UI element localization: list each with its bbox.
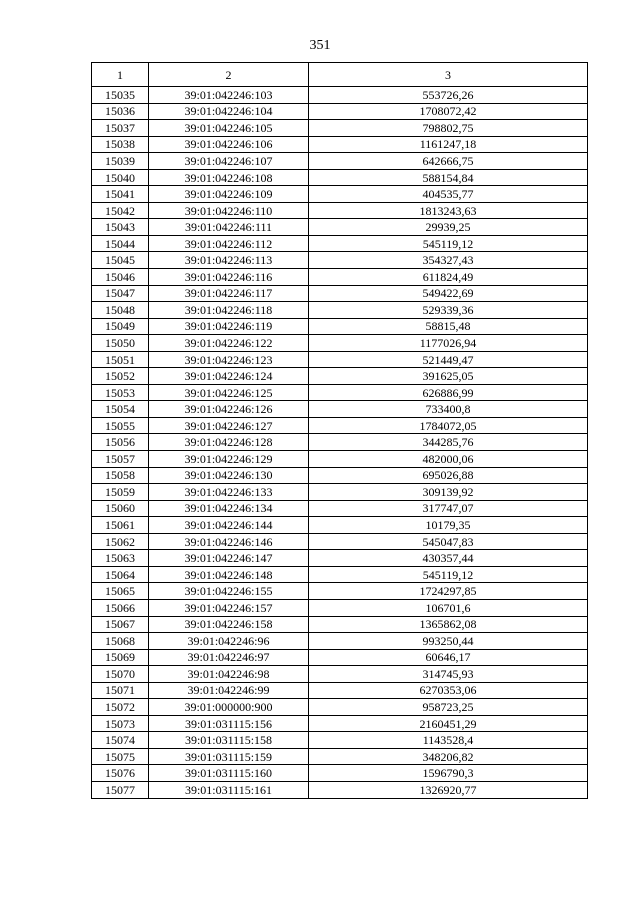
table-row [92, 120, 588, 137]
value-cell: 60646,17 [309, 649, 588, 666]
table-row [92, 235, 588, 252]
table-row [92, 186, 588, 203]
cadastral-number-cell: 39:01:042246:107 [149, 153, 309, 170]
value-cell: 545047,83 [309, 533, 588, 550]
row-number-cell: 15040 [92, 169, 149, 186]
row-number-cell: 15061 [92, 517, 149, 534]
value-cell: 344285,76 [309, 434, 588, 451]
cadastral-number-cell: 39:01:031115:159 [149, 748, 309, 765]
value-cell: 482000,06 [309, 451, 588, 468]
row-number-cell: 15037 [92, 120, 149, 137]
cadastral-number-cell: 39:01:042246:157 [149, 599, 309, 616]
cadastral-number-cell: 39:01:042246:146 [149, 533, 309, 550]
row-number-cell: 15047 [92, 285, 149, 302]
value-cell: 1724297,85 [309, 583, 588, 600]
row-number-cell: 15075 [92, 748, 149, 765]
row-number-cell: 15049 [92, 318, 149, 335]
row-number-cell: 15039 [92, 153, 149, 170]
table-row [92, 599, 588, 616]
value-cell: 1596790,3 [309, 765, 588, 782]
row-number-cell: 15044 [92, 235, 149, 252]
column-header-3: 3 [309, 63, 588, 87]
cadastral-number-cell: 39:01:042246:103 [149, 87, 309, 104]
table-row [92, 103, 588, 120]
table-row [92, 781, 588, 798]
table-row [92, 732, 588, 749]
value-cell: 1365862,08 [309, 616, 588, 633]
cadastral-number-cell: 39:01:042246:134 [149, 500, 309, 517]
cadastral-number-cell: 39:01:042246:129 [149, 451, 309, 468]
cadastral-number-cell: 39:01:042246:116 [149, 269, 309, 286]
value-cell: 1813243,63 [309, 202, 588, 219]
data-table [91, 62, 588, 799]
row-number-cell: 15071 [92, 682, 149, 699]
table-row [92, 550, 588, 567]
row-number-cell: 15042 [92, 202, 149, 219]
cadastral-number-cell: 39:01:042246:119 [149, 318, 309, 335]
cadastral-number-cell: 39:01:042246:110 [149, 202, 309, 219]
value-cell: 1326920,77 [309, 781, 588, 798]
table-row [92, 417, 588, 434]
row-number-cell: 15066 [92, 599, 149, 616]
cadastral-number-cell: 39:01:042246:126 [149, 401, 309, 418]
value-cell: 588154,84 [309, 169, 588, 186]
table-row [92, 401, 588, 418]
value-cell: 798802,75 [309, 120, 588, 137]
value-cell: 529339,36 [309, 302, 588, 319]
cadastral-number-cell: 39:01:042246:108 [149, 169, 309, 186]
value-cell: 549422,69 [309, 285, 588, 302]
table-row [92, 533, 588, 550]
value-cell: 553726,26 [309, 87, 588, 104]
cadastral-number-cell: 39:01:042246:125 [149, 384, 309, 401]
row-number-cell: 15046 [92, 269, 149, 286]
table-row [92, 765, 588, 782]
table-body [92, 63, 588, 799]
row-number-cell: 15077 [92, 781, 149, 798]
row-number-cell: 15059 [92, 484, 149, 501]
row-number-cell: 15041 [92, 186, 149, 203]
table-row [92, 269, 588, 286]
cadastral-number-cell: 39:01:042246:155 [149, 583, 309, 600]
row-number-cell: 15055 [92, 417, 149, 434]
row-number-cell: 15057 [92, 451, 149, 468]
page-number: 351 [309, 38, 331, 53]
cadastral-number-cell: 39:01:042246:124 [149, 368, 309, 385]
cadastral-number-cell: 39:01:042246:148 [149, 566, 309, 583]
row-number-cell: 15064 [92, 566, 149, 583]
value-cell: 1161247,18 [309, 136, 588, 153]
table-row [92, 318, 588, 335]
value-cell: 314745,93 [309, 666, 588, 683]
value-cell: 1177026,94 [309, 335, 588, 352]
row-number-cell: 15048 [92, 302, 149, 319]
row-number-cell: 15063 [92, 550, 149, 567]
value-cell: 733400,8 [309, 401, 588, 418]
table-row [92, 384, 588, 401]
cadastral-number-cell: 39:01:042246:113 [149, 252, 309, 269]
row-number-cell: 15076 [92, 765, 149, 782]
table-row [92, 252, 588, 269]
row-number-cell: 15068 [92, 633, 149, 650]
cadastral-number-cell: 39:01:042246:123 [149, 351, 309, 368]
table-row [92, 715, 588, 732]
table-row [92, 484, 588, 501]
cadastral-number-cell: 39:01:031115:160 [149, 765, 309, 782]
cadastral-number-cell: 39:01:042246:117 [149, 285, 309, 302]
cadastral-number-cell: 39:01:031115:161 [149, 781, 309, 798]
cadastral-number-cell: 39:01:042246:127 [149, 417, 309, 434]
value-cell: 354327,43 [309, 252, 588, 269]
table-row [92, 153, 588, 170]
cadastral-number-cell: 39:01:042246:99 [149, 682, 309, 699]
cadastral-number-cell: 39:01:042246:96 [149, 633, 309, 650]
row-number-cell: 15035 [92, 87, 149, 104]
table-row [92, 649, 588, 666]
row-number-cell: 15067 [92, 616, 149, 633]
value-cell: 404535,77 [309, 186, 588, 203]
cadastral-number-cell: 39:01:042246:112 [149, 235, 309, 252]
value-cell: 611824,49 [309, 269, 588, 286]
table-row [92, 302, 588, 319]
row-number-cell: 15054 [92, 401, 149, 418]
value-cell: 1784072,05 [309, 417, 588, 434]
value-cell: 106701,6 [309, 599, 588, 616]
table-row [92, 285, 588, 302]
table-row [92, 633, 588, 650]
cadastral-number-cell: 39:01:000000:900 [149, 699, 309, 716]
cadastral-number-cell: 39:01:042246:111 [149, 219, 309, 236]
column-header-2: 2 [149, 63, 309, 87]
cadastral-number-cell: 39:01:042246:98 [149, 666, 309, 683]
value-cell: 348206,82 [309, 748, 588, 765]
value-cell: 2160451,29 [309, 715, 588, 732]
row-number-cell: 15045 [92, 252, 149, 269]
table-row [92, 616, 588, 633]
table-row [92, 666, 588, 683]
table-row [92, 500, 588, 517]
value-cell: 626886,99 [309, 384, 588, 401]
cadastral-number-cell: 39:01:042246:109 [149, 186, 309, 203]
value-cell: 6270353,06 [309, 682, 588, 699]
row-number-cell: 15072 [92, 699, 149, 716]
cadastral-number-cell: 39:01:042246:104 [149, 103, 309, 120]
row-number-cell: 15069 [92, 649, 149, 666]
value-cell: 10179,35 [309, 517, 588, 534]
cadastral-number-cell: 39:01:042246:144 [149, 517, 309, 534]
table-row [92, 566, 588, 583]
row-number-cell: 15051 [92, 351, 149, 368]
table-header-row [92, 63, 588, 87]
row-number-cell: 15074 [92, 732, 149, 749]
table-row [92, 699, 588, 716]
cadastral-number-cell: 39:01:042246:158 [149, 616, 309, 633]
value-cell: 317747,07 [309, 500, 588, 517]
row-number-cell: 15060 [92, 500, 149, 517]
row-number-cell: 15043 [92, 219, 149, 236]
column-header-1: 1 [92, 63, 149, 87]
table-row [92, 202, 588, 219]
cadastral-number-cell: 39:01:042246:130 [149, 467, 309, 484]
cadastral-number-cell: 39:01:042246:105 [149, 120, 309, 137]
table-row [92, 467, 588, 484]
cadastral-number-cell: 39:01:042246:128 [149, 434, 309, 451]
value-cell: 993250,44 [309, 633, 588, 650]
cadastral-number-cell: 39:01:042246:147 [149, 550, 309, 567]
row-number-cell: 15065 [92, 583, 149, 600]
cadastral-number-cell: 39:01:042246:118 [149, 302, 309, 319]
table-row [92, 219, 588, 236]
table-row [92, 335, 588, 352]
cadastral-number-cell: 39:01:042246:122 [149, 335, 309, 352]
value-cell: 29939,25 [309, 219, 588, 236]
value-cell: 642666,75 [309, 153, 588, 170]
value-cell: 545119,12 [309, 566, 588, 583]
row-number-cell: 15052 [92, 368, 149, 385]
table-row [92, 351, 588, 368]
cadastral-number-cell: 39:01:031115:156 [149, 715, 309, 732]
row-number-cell: 15073 [92, 715, 149, 732]
row-number-cell: 15062 [92, 533, 149, 550]
row-number-cell: 15070 [92, 666, 149, 683]
cadastral-number-cell: 39:01:042246:97 [149, 649, 309, 666]
row-number-cell: 15056 [92, 434, 149, 451]
table-row [92, 136, 588, 153]
row-number-cell: 15036 [92, 103, 149, 120]
value-cell: 309139,92 [309, 484, 588, 501]
value-cell: 58815,48 [309, 318, 588, 335]
table-row [92, 748, 588, 765]
table-row [92, 434, 588, 451]
row-number-cell: 15053 [92, 384, 149, 401]
table-row [92, 451, 588, 468]
value-cell: 1708072,42 [309, 103, 588, 120]
row-number-cell: 15058 [92, 467, 149, 484]
value-cell: 545119,12 [309, 235, 588, 252]
value-cell: 430357,44 [309, 550, 588, 567]
cadastral-number-cell: 39:01:042246:133 [149, 484, 309, 501]
value-cell: 1143528,4 [309, 732, 588, 749]
value-cell: 958723,25 [309, 699, 588, 716]
cadastral-number-cell: 39:01:042246:106 [149, 136, 309, 153]
table-row [92, 87, 588, 104]
row-number-cell: 15050 [92, 335, 149, 352]
value-cell: 391625,05 [309, 368, 588, 385]
table-row [92, 169, 588, 186]
row-number-cell: 15038 [92, 136, 149, 153]
cadastral-number-cell: 39:01:031115:158 [149, 732, 309, 749]
value-cell: 521449,47 [309, 351, 588, 368]
table-row [92, 368, 588, 385]
value-cell: 695026,88 [309, 467, 588, 484]
table-row [92, 517, 588, 534]
table-row [92, 583, 588, 600]
table-row [92, 682, 588, 699]
